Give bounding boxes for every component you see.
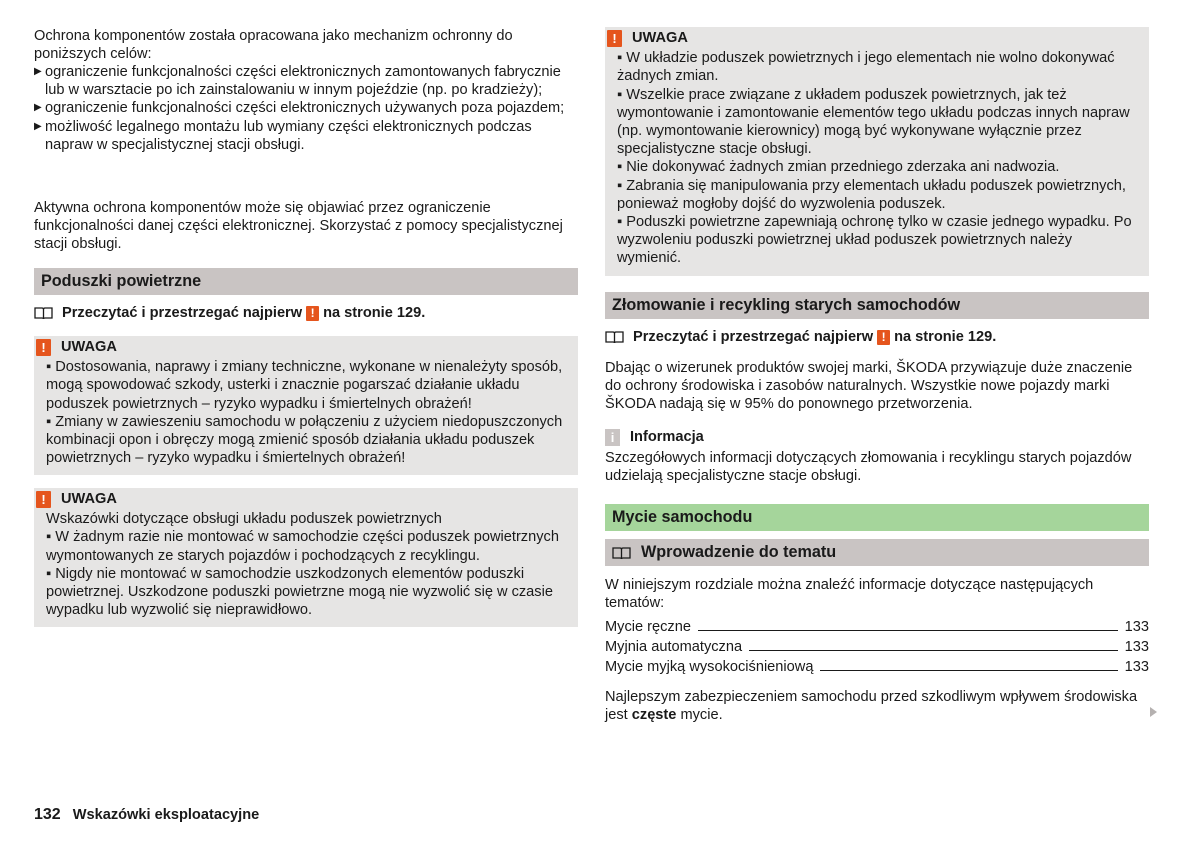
warning-icon: ! xyxy=(306,306,319,321)
active-protection-paragraph: Aktywna ochrona komponentów może się objawiać przez ograniczenie funkcjonalności danej części elektronicznej. Skorzystać z pomocy specjalistycznej stacji obsługi. xyxy=(34,200,563,253)
list-item: ▶ możliwość legalnego montażu lub wymiany części elektronicznych podczas napraw w specjalistycznej stacji obsługi. xyxy=(34,118,532,153)
chapter-title: Wskazówki eksploatacyjne xyxy=(72,807,260,823)
warning-item: ▪ Zmiany w zawieszeniu samochodu w połączeniu z użyciem niedopuszczonych kombinacji opon i obręczy mogą zmienić sposób działania układu poduszek powietrznych – ryzyko wypadku i śmiertelnych obrażeń! xyxy=(46,413,563,467)
toc-entry[interactable]: Myjnia automatyczna 133 xyxy=(605,639,1149,655)
warning-item: ▪ Poduszki powietrzne zapewniają ochronę tylko w czasie jednego wypadku. Po wyzwoleniu poduszki powietrznej układ poduszek powietrznych należy wymienić. xyxy=(617,214,1132,267)
warning-icon: ! xyxy=(36,339,51,356)
warning-item: ▪ Nie dokonywać żadnych zmian przedniego zderzaka ani nadwozia. xyxy=(617,159,1060,176)
leader-line xyxy=(820,670,1117,671)
leader-line xyxy=(698,630,1118,631)
table-of-contents xyxy=(605,618,1149,678)
read-first-text: Przeczytać i przestrzegać najpierw xyxy=(633,329,874,345)
warning-icon: ! xyxy=(607,30,622,47)
toc-entry[interactable]: Mycie ręczne 133 xyxy=(605,619,1149,635)
info-paragraph: Szczegółowych informacji dotyczących złomowania i recyklingu starych pojazdów udzielają specjalistyczne stacje obsługi. xyxy=(605,450,1132,485)
warning-item: ▪ Wszelkie prace związane z układem poduszek powietrznych, jak też wymontowanie i zamontowanie elementów tego układu podczas innych napraw (np. wymontowanie kierownicy) mogą być wykonywane wyłącznie przez specjalistyczne stacje obsługi. xyxy=(617,86,1130,158)
read-first-line xyxy=(34,304,578,322)
warning-header: ! UWAGA xyxy=(605,29,1137,47)
intro-paragraph: W niniejszym rozdziale można znaleźć informacje dotyczące następujących tematów: xyxy=(605,577,1094,612)
warning-header: ! UWAGA xyxy=(34,490,566,508)
warning-box xyxy=(34,488,578,627)
read-first-line xyxy=(605,328,1149,346)
warning-item: ▪ Nigdy nie montować w samochodzie uszkodzonych elementów poduszki powietrznej. Uszkodzone poduszki powietrzne mogą nie wyzwolić się w czasie wypadku lub wyzwolić się nieprawidłowo. xyxy=(46,565,553,619)
triangle-bullet-icon: ▶ xyxy=(34,120,42,132)
intro-paragraph: Ochrona komponentów została opracowana jako mechanizm ochronny do poniższych celów: xyxy=(34,28,513,63)
warning-item: ▪ W żadnym razie nie montować w samochodzie części poduszek powietrznych wymontowanych ze starych pojazdów i pochodzących z recyklingu. xyxy=(46,529,559,564)
list-item: ▶ ograniczenie funkcjonalności części elektronicznych używanych poza pojazdem; xyxy=(34,100,565,117)
warning-item: ▪ Zabrania się manipulowania przy elementach układu poduszek powietrznych, ponieważ mogłoby dojść do wyzwolenia poduszek. xyxy=(617,177,1126,212)
warning-icon: ! xyxy=(36,491,51,508)
page-reference-link[interactable]: na stronie 129. xyxy=(323,305,426,321)
warning-box xyxy=(605,27,1149,276)
triangle-bullet-icon: ▶ xyxy=(34,66,42,77)
list-item: ▶ ograniczenie funkcjonalności części elektronicznych zamontowanych fabrycznie lub w warsztacie po ich zainstalowaniu w innym pojeździe (np. po kradzieży); xyxy=(34,64,561,99)
leader-line xyxy=(749,650,1118,651)
read-first-text: Przeczytać i przestrzegać najpierw xyxy=(62,305,303,321)
toc-entry[interactable]: Mycie myjką wysokociśnieniową 133 xyxy=(605,659,1149,675)
continue-arrow-icon xyxy=(1150,707,1157,717)
info-header: i Informacja xyxy=(605,428,704,446)
info-icon: i xyxy=(605,429,620,446)
warning-item: ▪ Dostosowania, naprawy i zmiany techniczne, wykonane w nienależyty sposób, mogą spowodować szkody, usterki i znacznie pogarszać działanie układu poduszek powietrznych – ryzyko wypadku i śmiertelnych obrażeń! xyxy=(46,359,563,412)
warning-header: ! UWAGA xyxy=(34,338,566,356)
book-icon xyxy=(605,330,624,344)
warning-subtitle: Wskazówki dotyczące obsługi układu poduszek powietrznych xyxy=(46,511,442,528)
triangle-bullet-icon: ▶ xyxy=(34,102,42,114)
page-footer xyxy=(34,806,259,824)
book-icon xyxy=(34,306,53,320)
warning-icon: ! xyxy=(877,330,890,345)
warning-item: ▪ W układzie poduszek powietrznych i jego elementach nie wolno dokonywać żadnych zmian. xyxy=(617,50,1115,85)
section-heading-recycling: Złomowanie i recykling starych samochodów xyxy=(605,292,1149,319)
page-number: 132 xyxy=(34,806,61,823)
section-heading-washing: Mycie samochodu xyxy=(605,504,1149,531)
book-icon xyxy=(612,546,631,560)
intro-heading: Wprowadzenie do tematu xyxy=(605,539,1149,566)
page-reference-link[interactable]: na stronie 129. xyxy=(894,329,997,345)
warning-box xyxy=(34,336,578,475)
purpose-list xyxy=(34,63,578,154)
section-heading-airbags: Poduszki powietrzne xyxy=(34,268,578,295)
closing-paragraph: Najlepszym zabezpieczeniem samochodu przed szkodliwym wpływem środowiska jest częste mycie. xyxy=(605,689,1138,724)
recycling-paragraph: Dbając o wizerunek produktów swojej marki, ŠKODA przywiązuje duże znaczenie do ochrony środowiska i zasobów naturalnych. Wszystkie nowe pojazdy marki ŠKODA nadają się w 95% do ponownego przetworzenia. xyxy=(605,360,1133,413)
